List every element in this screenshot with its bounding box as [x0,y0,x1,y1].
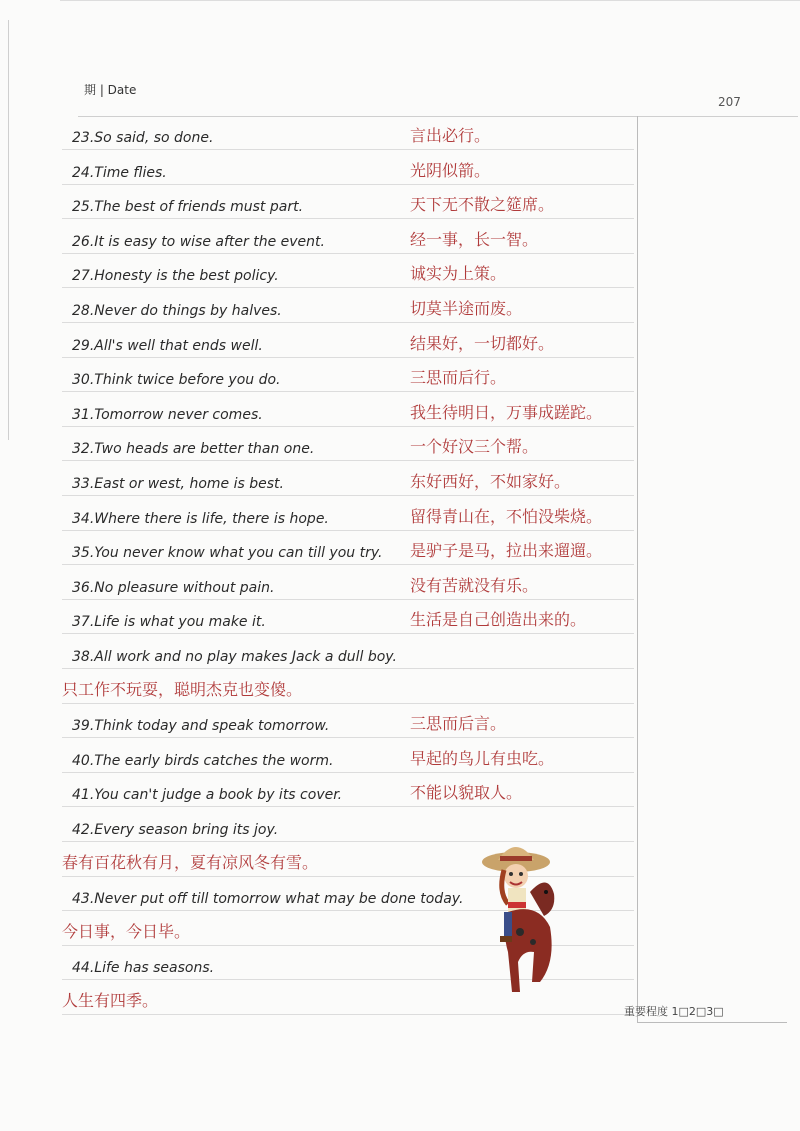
proverb-chinese: 人生有四季。 [62,991,159,1010]
proverb-chinese: 东好西好，不如家好。 [410,472,571,491]
proverb-english: 23.So said, so done. [72,130,214,146]
proverb-english: 25.The best of friends must part. [72,199,304,216]
proverb-chinese: 三思而后言。 [410,714,507,734]
proverb-chinese: 言出必行。 [410,126,491,145]
proverb-row [62,775,634,807]
proverb-row [62,326,634,358]
proverb-chinese: 今日事，今日毕。 [62,921,191,941]
proverb-row [62,533,634,565]
proverb-row [62,153,634,185]
proverb-english: 40.The early birds catches the worm. [72,752,334,769]
proverb-english: 34.Where there is life, there is hope. [72,510,329,527]
importance-label: 重要程度 1□2□3□ [624,1005,724,1018]
proverb-row [62,741,634,773]
proverb-row [62,395,634,427]
proverb-chinese: 生活是自己创造出来的。 [410,610,587,630]
proverb-english: 24.Time flies. [72,164,167,181]
proverb-english: 43.Never put off till tomorrow what may be done today. [72,891,464,908]
proverb-row [62,706,634,738]
proverb-row [62,187,634,219]
proverb-row [62,360,634,392]
proverb-english: 44.Life has seasons. [72,960,215,977]
proverb-chinese: 光阴似箭。 [410,160,491,180]
proverb-english: 30.Think twice before you do. [72,372,281,389]
proverb-chinese: 诚实为上策。 [410,264,507,284]
proverb-chinese: 不能以貌取人。 [410,783,523,803]
proverb-chinese: 是驴子是马，拉出来遛遛。 [410,541,603,561]
proverb-row [62,464,634,496]
proverb-row [62,291,634,323]
proverb-row [62,222,634,254]
proverb-english: 33.East or west, home is best. [72,476,284,492]
proverb-chinese: 留得青山在，不怕没柴烧。 [410,506,603,526]
proverb-row [62,602,634,634]
proverb-chinese: 春有百花秋有月，夏有凉风冬有雪。 [62,852,319,872]
proverb-row [62,429,634,461]
proverb-chinese: 一个好汉三个帮。 [410,437,539,457]
proverb-english: 31.Tomorrow never comes. [72,406,263,423]
proverb-english: 42.Every season bring its joy. [72,822,279,838]
proverb-english: 29.All's well that ends well. [72,337,263,354]
proverb-english: 38.All work and no play makes Jack a dull boy. [72,649,397,665]
proverb-chinese: 只工作不玩耍，聪明杰克也变傻。 [62,679,303,699]
proverb-english: 39.Think today and speak tomorrow. [72,718,330,735]
proverb-chinese: 早起的鸟儿有虫吃。 [410,748,555,768]
proverb-chinese: 经一事，长一智。 [410,229,539,249]
proverb-chinese: 天下无不散之筵席。 [410,195,555,215]
proverb-english: 26.It is easy to wise after the event. [72,233,325,250]
proverb-row [62,672,634,704]
cowgirl-on-horse-icon [478,832,588,1002]
proverb-english: 41.You can't judge a book by its cover. [72,787,343,804]
page-number: 207 [718,95,741,109]
proverb-chinese: 结果好，一切都好。 [410,333,555,353]
proverb-row [62,637,634,669]
importance-rating [624,1003,724,1019]
proverb-chinese: 切莫半途而废。 [410,299,523,318]
proverb-english: 36.No pleasure without pain. [72,579,275,596]
proverb-english: 28.Never do things by halves. [72,303,282,319]
proverb-row [62,499,634,531]
proverb-row [62,118,634,150]
proverb-english: 27.Honesty is the best policy. [72,268,279,285]
proverb-row [62,568,634,600]
proverb-chinese: 三思而后行。 [410,368,507,388]
proverb-english: 37.Life is what you make it. [72,614,266,631]
proverb-english: 32.Two heads are better than one. [72,441,315,458]
date-label: 期 | Date [84,83,137,97]
proverb-chinese: 我生待明日，万事成蹉跎。 [410,402,603,422]
proverb-row [62,256,634,288]
proverb-chinese: 没有苦就没有乐。 [410,575,539,595]
proverb-english: 35.You never know what you can till you try. [72,545,383,562]
